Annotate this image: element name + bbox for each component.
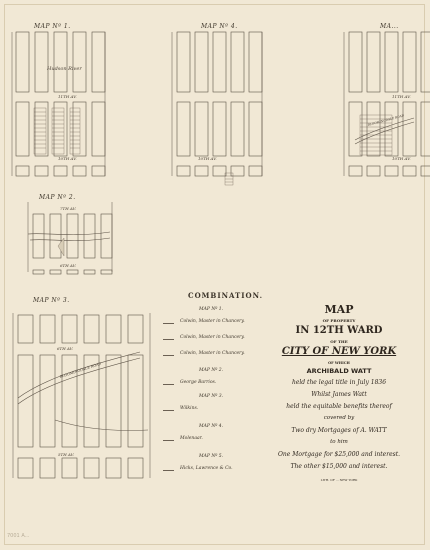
city-block: [128, 458, 143, 478]
city-block: [40, 458, 55, 478]
city-block: [421, 166, 430, 176]
city-block: [92, 102, 105, 156]
city-block: [367, 102, 380, 156]
map1-11th-av-label: 11TH AV.: [58, 94, 77, 99]
map3-5th-av-label: 5TH AV.: [58, 452, 75, 457]
city-block: [385, 32, 398, 92]
city-block: [18, 355, 33, 447]
city-block: [106, 458, 121, 478]
archive-stamp: 7001 A...: [7, 533, 30, 539]
city-block: [367, 166, 380, 176]
city-block: [385, 166, 398, 176]
title-line-3: held the equitable benefits thereof: [286, 403, 392, 410]
city-block: [195, 32, 208, 92]
city-block: [84, 458, 99, 478]
title-line-5: Two dry Mortgages of A. WATT: [291, 427, 387, 434]
city-block: [367, 32, 380, 92]
publisher-imprint: LITH. OF ... NEW YORK: [320, 478, 358, 482]
city-block: [101, 214, 112, 258]
title-ward: IN 12TH WARD: [295, 325, 383, 336]
city-block: [40, 355, 55, 447]
city-block: [16, 32, 29, 92]
city-block: [349, 32, 362, 92]
map3-bloomingdale-label: BLOOMINGDALE ROAD: [59, 361, 102, 379]
city-block: [101, 270, 112, 274]
hudson-river-label: Hudson River: [47, 66, 82, 72]
city-block: [403, 102, 416, 156]
legend-entry: Molenaar.: [180, 436, 203, 441]
city-block: [249, 166, 262, 176]
city-block: [128, 355, 143, 447]
legend-swatch: [163, 323, 174, 324]
combination-title: COMBINATION.: [188, 291, 264, 300]
map4-10th-av-label: 10TH AV.: [198, 156, 217, 161]
map5-10th-av-label: 10TH AV.: [392, 156, 411, 161]
title-city: CITY OF NEW YORK: [281, 346, 397, 357]
city-block: [67, 270, 78, 274]
map5-bloomingdale-label: BLOOMINGDALE ROAD: [367, 113, 405, 127]
city-block: [62, 458, 77, 478]
city-block: [231, 32, 244, 92]
city-block: [35, 166, 48, 176]
city-block: [18, 458, 33, 478]
city-block: [92, 166, 105, 176]
city-block: [62, 315, 77, 343]
map2-6th-av-label: 6TH AV.: [60, 263, 77, 268]
city-block: [249, 102, 262, 156]
city-block: [33, 270, 44, 274]
city-block: [73, 32, 86, 92]
title-line-8: The other $15,000 and interest.: [290, 463, 388, 470]
city-block: [16, 102, 29, 156]
city-block: [177, 32, 190, 92]
city-block: [106, 355, 121, 447]
legend-swatch: [163, 355, 174, 356]
city-block: [349, 166, 362, 176]
city-block: [106, 315, 121, 343]
city-block: [50, 214, 61, 258]
city-block: [18, 315, 33, 343]
city-block: [16, 166, 29, 176]
city-block: [249, 32, 262, 92]
city-block: [35, 32, 48, 92]
city-block: [213, 32, 226, 92]
title-line-6: to him: [330, 439, 348, 445]
city-block: [421, 102, 430, 156]
legend-entry: Colwin, Master in Chancery.: [180, 335, 245, 340]
city-block: [33, 214, 44, 258]
map-1-label: MAP Nº 1.: [34, 23, 71, 30]
map3-6th-av-label: 6TH AV.: [57, 346, 74, 351]
legend-entry: George Barrios.: [180, 380, 217, 385]
legend-swatch: [163, 470, 174, 471]
city-block: [195, 166, 208, 176]
legend-entry: Colwin, Master in Chancery.: [180, 351, 245, 356]
title-line-2: Whilst James Watt: [311, 391, 367, 398]
city-block: [213, 102, 226, 156]
map-3-label: MAP Nº 3.: [33, 297, 70, 304]
legend-entry: Colwin, Master in Chancery.: [180, 319, 245, 324]
legend-entry: Hicks, Lawrence & Co.: [180, 466, 233, 471]
city-block: [84, 270, 95, 274]
title-line-7: One Mortgage for $25,000 and interest.: [277, 451, 401, 458]
city-block: [128, 315, 143, 343]
title-of-property: OF PROPERTY: [322, 318, 356, 323]
city-block: [195, 102, 208, 156]
map-2-label: MAP Nº 2.: [39, 194, 76, 201]
title-of-which: OF WHICH: [328, 361, 350, 365]
map-4-label: MAP Nº 4.: [201, 23, 238, 30]
city-block: [177, 166, 190, 176]
legend-swatch: [163, 440, 174, 441]
city-block: [403, 166, 416, 176]
legend-section-heading: MAP Nº 1.: [199, 307, 224, 312]
city-block: [231, 102, 244, 156]
map5-11th-av-label: 11TH AV.: [392, 94, 411, 99]
city-block: [40, 315, 55, 343]
city-block: [54, 166, 67, 176]
city-block: [177, 102, 190, 156]
city-block: [67, 214, 78, 258]
city-block: [421, 32, 430, 92]
city-block: [92, 32, 105, 92]
title-map: MAP: [324, 303, 354, 316]
city-block: [50, 270, 61, 274]
title-owner: ARCHIBALD WATT: [306, 367, 372, 375]
city-block: [403, 32, 416, 92]
city-block: [84, 214, 95, 258]
title-line-1: held the legal title in July 1836: [291, 379, 387, 386]
legend-section-heading: MAP Nº 3.: [199, 394, 224, 399]
title-line-4: covered by: [323, 415, 355, 421]
city-block: [73, 166, 86, 176]
legend-section-heading: MAP Nº 2.: [199, 368, 224, 373]
city-block: [54, 32, 67, 92]
title-of-the: OF THE: [330, 339, 348, 344]
map2-7th-av-label: 7TH AV.: [60, 206, 77, 211]
legend-section-heading: MAP Nº 5.: [199, 454, 224, 459]
legend-swatch: [163, 410, 174, 411]
legend-swatch: [163, 384, 174, 385]
street-blocks: [16, 32, 430, 478]
city-block: [213, 166, 226, 176]
map1-10th-av-label: 10TH AV.: [58, 156, 77, 161]
legend-entry: Wilkins.: [180, 406, 199, 411]
legend-section-heading: MAP Nº 4.: [199, 424, 224, 429]
legend-swatch: [163, 339, 174, 340]
map-5-label: MA...: [380, 23, 399, 30]
city-block: [84, 315, 99, 343]
